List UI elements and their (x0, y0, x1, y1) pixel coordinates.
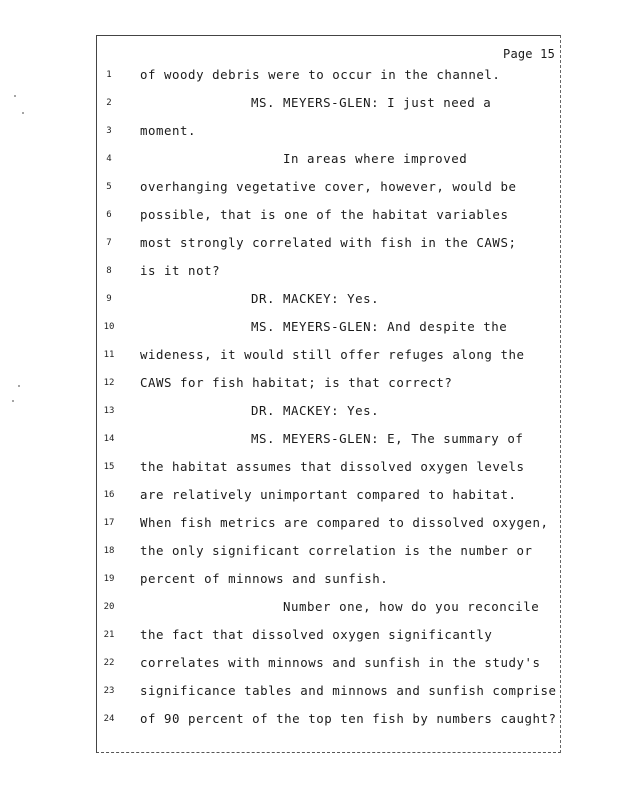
line-number: 22 (103, 658, 115, 668)
transcript-line (0, 123, 618, 143)
line-text: In areas where improved (283, 151, 468, 166)
transcript-line (0, 571, 618, 591)
transcript-line (0, 67, 618, 87)
transcript-line (0, 627, 618, 647)
transcript-line (0, 543, 618, 563)
line-number: 24 (103, 714, 115, 724)
scan-speck (18, 385, 20, 387)
scan-speck (12, 400, 14, 402)
line-number: 23 (103, 686, 115, 696)
transcript-line (0, 291, 618, 311)
transcript-line (0, 179, 618, 199)
line-number: 17 (103, 518, 115, 528)
transcript-line (0, 711, 618, 731)
line-number: 18 (103, 546, 115, 556)
transcript-line (0, 655, 618, 675)
line-number: 19 (103, 574, 115, 584)
line-number: 1 (106, 70, 112, 80)
transcript-line (0, 599, 618, 619)
line-text: the fact that dissolved oxygen significantly (140, 627, 493, 642)
line-number: 3 (106, 126, 112, 136)
line-text: of woody debris were to occur in the channel. (140, 67, 501, 82)
line-number: 12 (103, 378, 115, 388)
line-number: 13 (103, 406, 115, 416)
page-number: Page 15 (503, 47, 555, 61)
line-number: 11 (103, 350, 115, 360)
line-text: MS. MEYERS-GLEN: I just need a (251, 95, 492, 110)
transcript-line (0, 319, 618, 339)
transcript-line (0, 95, 618, 115)
line-text: overhanging vegetative cover, however, would be (140, 179, 517, 194)
line-number: 9 (106, 294, 112, 304)
line-text: CAWS for fish habitat; is that correct? (140, 375, 453, 390)
line-text: When fish metrics are compared to dissolved oxygen, (140, 515, 549, 530)
line-number: 16 (103, 490, 115, 500)
line-number: 15 (103, 462, 115, 472)
line-text: the only significant correlation is the number or (140, 543, 533, 558)
line-text: significance tables and minnows and sunfish comprise (140, 683, 557, 698)
line-number: 14 (103, 434, 115, 444)
line-text: DR. MACKEY: Yes. (251, 403, 380, 418)
line-text: the habitat assumes that dissolved oxygen levels (140, 459, 525, 474)
transcript-line (0, 235, 618, 255)
line-text: possible, that is one of the habitat variables (140, 207, 509, 222)
transcript-line (0, 207, 618, 227)
scan-speck (14, 95, 16, 97)
transcript-line (0, 683, 618, 703)
transcript-line (0, 151, 618, 171)
line-text: DR. MACKEY: Yes. (251, 291, 380, 306)
line-text: MS. MEYERS-GLEN: And despite the (251, 319, 508, 334)
line-text: wideness, it would still offer refuges along the (140, 347, 525, 362)
line-text: MS. MEYERS-GLEN: E, The summary of (251, 431, 524, 446)
transcript-line (0, 403, 618, 423)
line-number: 21 (103, 630, 115, 640)
line-number: 5 (106, 182, 112, 192)
transcript-line (0, 375, 618, 395)
line-text: of 90 percent of the top ten fish by numbers caught? (140, 711, 557, 726)
line-text: Number one, how do you reconcile (283, 599, 540, 614)
transcript-line (0, 263, 618, 283)
line-text: is it not? (140, 263, 221, 278)
line-number: 10 (103, 322, 115, 332)
line-number: 20 (103, 602, 115, 612)
transcript-line (0, 347, 618, 367)
line-number: 7 (106, 238, 112, 248)
line-number: 4 (106, 154, 112, 164)
line-text: correlates with minnows and sunfish in the study's (140, 655, 541, 670)
line-number: 6 (106, 210, 112, 220)
line-number: 2 (106, 98, 112, 108)
line-text: moment. (140, 123, 197, 138)
line-text: are relatively unimportant compared to habitat. (140, 487, 517, 502)
transcript-line (0, 431, 618, 451)
line-number: 8 (106, 266, 112, 276)
transcript-line (0, 459, 618, 479)
scan-speck (22, 112, 24, 114)
line-text: most strongly correlated with fish in the CAWS; (140, 235, 517, 250)
line-text: percent of minnows and sunfish. (140, 571, 389, 586)
transcript-line (0, 515, 618, 535)
transcript-line (0, 487, 618, 507)
